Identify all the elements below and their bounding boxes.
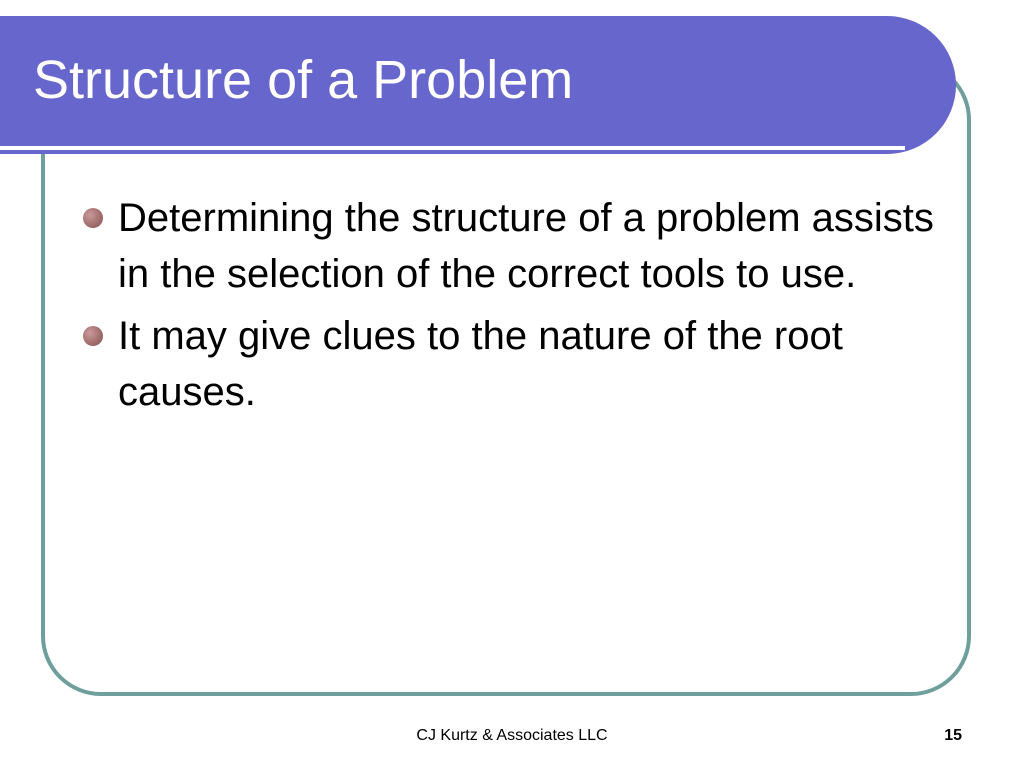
bullet-item: [80, 190, 950, 302]
bullet-dot-icon: [83, 208, 103, 228]
bullet-list: [80, 190, 950, 426]
title-underline: [0, 146, 905, 150]
bullet-text: It may give clues to the nature of the root causes.: [118, 314, 843, 414]
bullet-text: Determining the structure of a problem assists in the selection of the correct tools to use.: [118, 196, 934, 296]
bullet-dot-icon: [83, 326, 103, 346]
page-number: 15: [944, 727, 962, 744]
slide-title: Structure of a Problem: [33, 50, 574, 110]
bullet-item: [80, 308, 950, 420]
footer-company: CJ Kurtz & Associates LLC: [416, 727, 608, 744]
